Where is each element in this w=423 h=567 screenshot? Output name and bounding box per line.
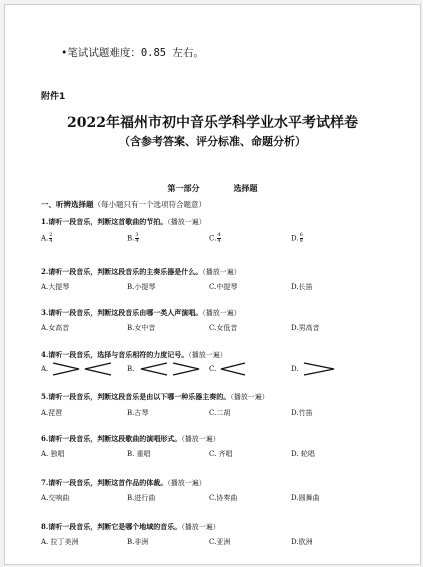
- q4-option-b: B.: [127, 361, 203, 377]
- q2-option-d: D.长笛: [291, 283, 313, 291]
- crescendo-icon: [302, 361, 336, 377]
- q8-option-a: A. 拉丁美洲: [41, 538, 79, 546]
- q5-option-b: B.古琴: [127, 409, 149, 417]
- question-7: [41, 478, 206, 488]
- section1-label: 一、听辨选择题: [41, 200, 94, 209]
- q3-option-b: B.女中音: [127, 324, 156, 332]
- q6-option-c: C. 齐唱: [209, 450, 233, 458]
- question-4-tail: （播放一遍）: [188, 351, 227, 359]
- section-part: 第一部分: [167, 183, 200, 193]
- time-signature: $\frac{3}{4}$: [135, 232, 139, 244]
- question-5-tail: （播放一遍）: [230, 393, 269, 401]
- q5-option-c: C.二胡: [209, 409, 231, 417]
- q8-option-c: C.亚洲: [209, 538, 231, 546]
- question-2-tail: （播放一遍）: [202, 268, 241, 276]
- question-8-tail: （播放一遍）: [181, 523, 220, 531]
- q1-option-b: B. $\frac{3}{4}$: [127, 232, 139, 244]
- question-3: [41, 308, 241, 318]
- section1-hint: （每小题只有一个选项符合题意）: [93, 200, 206, 209]
- q2-option-c: C.中提琴: [209, 283, 238, 291]
- q8-option-b: B.非洲: [127, 538, 149, 546]
- q8-option-d: D.欧洲: [291, 538, 313, 546]
- q7-option-a: A.交响曲: [41, 494, 70, 502]
- question-6: [41, 434, 220, 444]
- question-8-text: 8.请听一段音乐，判断它是哪个地域的音乐。: [41, 522, 182, 531]
- question-2: [41, 267, 241, 277]
- q4-option-c: C.: [209, 361, 247, 377]
- q4-option-a: A.: [41, 361, 113, 377]
- section-name: 选择题: [233, 183, 258, 193]
- question-1-tail: （播放一遍）: [167, 218, 206, 226]
- section1-heading: [41, 199, 206, 210]
- question-8: [41, 522, 220, 532]
- q6-option-d: D. 轮唱: [291, 450, 315, 458]
- question-1-text: 1.请听一段音乐，判断这首歌曲的节拍。: [41, 217, 168, 226]
- q3-option-a: A.女高音: [41, 324, 70, 332]
- decrescendo-icon: [219, 361, 247, 377]
- q5-option-a: A.琵琶: [41, 409, 63, 417]
- q7-option-c: C.协奏曲: [209, 494, 238, 502]
- document-subtitle: （含参考答案、评分标准、命题分析）: [119, 135, 306, 148]
- q2-option-b: B.小提琴: [127, 283, 156, 291]
- section-heading: [5, 183, 420, 194]
- time-signature: $\frac{2}{4}$: [49, 232, 53, 244]
- q1-option-a: A. $\frac{2}{4}$: [41, 232, 53, 244]
- q3-option-d: D.男高音: [291, 324, 320, 332]
- q1-option-c: C. $\frac{4}{4}$: [209, 232, 221, 244]
- q7-option-d: D.圆舞曲: [291, 494, 320, 502]
- question-4-text: 4.请听一段音乐，选择与音乐相符的力度记号。: [41, 350, 189, 359]
- question-7-text: 7.请听一段音乐，判断这首作品的体裁。: [41, 478, 168, 487]
- question-5: [41, 392, 269, 402]
- q6-option-a: A. 独唱: [41, 450, 65, 458]
- time-signature: $\frac{4}{4}$: [217, 232, 221, 244]
- question-3-text: 3.请听一段音乐，判断这段音乐由哪一类人声演唱。: [41, 308, 203, 317]
- question-2-text: 2.请听一段音乐，判断这段音乐的主奏乐器是什么。: [41, 267, 203, 276]
- question-6-text: 6.请听一段音乐，判断这段歌曲的演唱形式。: [41, 434, 182, 443]
- appendix-label: 附件1: [41, 92, 66, 102]
- question-7-tail: （播放一遍）: [167, 479, 206, 487]
- q6-option-b: B. 重唱: [127, 450, 151, 458]
- decrescendo-crescendo-icon: [137, 361, 203, 377]
- q5-option-d: D.竹笛: [291, 409, 313, 417]
- document-title: 2022年福州市初中音乐学科学业水平考试样卷: [67, 115, 358, 131]
- question-1: [41, 217, 206, 227]
- question-6-tail: （播放一遍）: [181, 435, 220, 443]
- question-3-tail: （播放一遍）: [202, 309, 241, 317]
- question-5-text: 5.请听一段音乐，判断这段音乐是由以下哪一种乐器主奏的。: [41, 392, 231, 401]
- q7-option-b: B.进行曲: [127, 494, 156, 502]
- document-page: [4, 4, 421, 565]
- question-4: [41, 350, 227, 360]
- q1-option-d: D. $\frac{6}{8}$: [291, 232, 303, 244]
- difficulty-note: •笔试试题难度：0.85 左右。: [61, 47, 204, 59]
- q3-option-c: C.女低音: [209, 324, 238, 332]
- q4-option-d: D.: [291, 361, 336, 377]
- q2-option-a: A.大提琴: [41, 283, 70, 291]
- crescendo-decrescendo-icon: [51, 361, 113, 377]
- time-signature: $\frac{6}{8}$: [299, 232, 303, 244]
